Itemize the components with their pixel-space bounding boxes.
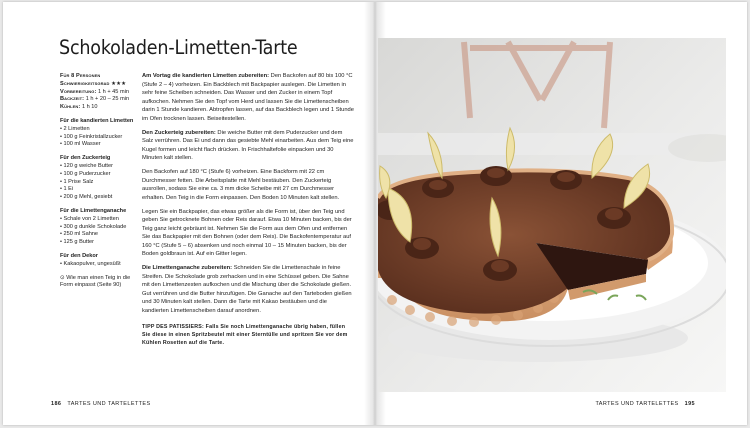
bake-time: Backzeit: 1 h + 20 – 25 min bbox=[60, 96, 130, 103]
ingredient-item: • 100 g Feinkristallzucker bbox=[60, 133, 123, 140]
ingredient-group-dough bbox=[60, 155, 134, 202]
tart-photo bbox=[378, 38, 726, 392]
ingredient-item: • 120 g weiche Butter bbox=[60, 162, 113, 169]
ingredient-item: • 300 g dunkle Schokolade bbox=[60, 223, 127, 230]
running-footer: TARTES UND TARTELETTES bbox=[67, 401, 151, 407]
ingredient-group-title: Für die Limettenganache bbox=[60, 207, 127, 214]
ingredient-group-title: Für die kandierten Limetten bbox=[60, 117, 134, 124]
method-step: Die Limettenganache zubereiten: Schneiden Sie die Limettenschale in feine Streifen. Die Schokolade grob zerhacken und in eine Schüssel geben. Die Sahne mit den Limettenzesten aufkochen und die Mischung über die Schokolade gießen. Gut verrühren und die Butter hinzufügen. Die Ganache auf den Tarteboden gießen und 30 Minuten kalt stellen. Dann die Tarte mit Kakao bestäuben und die kandierten Limettenscheiben darauf anordnen. bbox=[142, 265, 352, 314]
ingredient-item: • 250 ml Sahne bbox=[60, 231, 99, 238]
ingredient-item: • 1 Prise Salz bbox=[60, 178, 94, 185]
ingredient-item: • 200 g Mehl, gesiebt bbox=[60, 194, 113, 201]
ingredient-group-limes bbox=[60, 118, 134, 149]
pastry-chef-tip: TIPP DES PATISSIERS: Falls Sie noch Limettenganache übrig haben, füllen Sie diese in einen Spritzbeutel mit einer Sterntülle und spritzen Sie vor dem Kühlen Rosetten auf die Tarte. bbox=[142, 324, 348, 346]
servings: Für 8 Personen bbox=[60, 73, 101, 79]
page-number: 195 bbox=[684, 401, 695, 407]
cross-reference-note[interactable]: ⊙ Wie man einen Teig in die Form einpasst (Seite 90) bbox=[60, 274, 131, 289]
left-folio bbox=[51, 401, 151, 407]
ingredient-item: • 100 g Puderzucker bbox=[60, 170, 111, 177]
difficulty: Schwierigkeitsgrad ★★★ bbox=[60, 80, 127, 87]
ingredient-item: • Schale von 2 Limetten bbox=[60, 215, 119, 222]
ingredient-group-ganache bbox=[60, 208, 134, 247]
chill-time: Kühlen: 1 h 10 bbox=[60, 104, 98, 111]
ingredient-group-title: Für den Zuckerteig bbox=[60, 155, 111, 162]
right-folio bbox=[595, 401, 695, 407]
ingredient-item: • 1 Ei bbox=[60, 186, 74, 193]
recipe-title: Schokoladen-Limetten-Tarte bbox=[59, 36, 298, 59]
ingredient-item: • 125 g Butter bbox=[60, 239, 94, 246]
prep-time: Vorbereitung: 1 h + 45 min bbox=[60, 88, 129, 95]
left-page bbox=[3, 2, 375, 425]
ingredients-column bbox=[60, 73, 134, 290]
ingredient-item: • 2 Limetten bbox=[60, 125, 90, 132]
ingredient-item: • Kakaopulver, ungesüßt bbox=[60, 260, 121, 267]
method-step: Den Backofen auf 180 °C (Stufe 6) vorheizen. Eine Backform mit 22 cm Durchmesser fetten. Die Arbeitsplatte mit Mehl bestäuben. Den Zuckerteig ausrollen, sodass Sie eine ca. 3 mm dicke Scheibe mit 27 cm Durchmesser erhalten. Den Teig in die Form einpassen. Den Boden 10 Minuten kalt stellen. bbox=[142, 169, 340, 201]
tart-illustration bbox=[378, 38, 726, 392]
book-spread bbox=[3, 2, 747, 425]
method-step: Den Zuckerteig zubereiten: Die weiche Butter mit dem Puderzucker und dem Salz verrühren. Das Ei und dann das gesiebte Mehl einarbeiten. Aus dem Teig eine Kugel formen und leicht flach drücken. In Frischhaltefolie einpacken und 30 Minuten kalt stellen. bbox=[142, 129, 354, 162]
page-number: 186 bbox=[51, 401, 62, 407]
ingredient-group-title: Für den Dekor bbox=[60, 252, 98, 259]
method-step: Am Vortag die kandierten Limetten zubereiten: Den Backofen auf 80 bis 100 °C (Stufe 2 – 4) vorheizen. Ein Backblech mit Backpapier auslegen. Die Limetten in sehr feine Scheiben schneiden. Das Wasser und den Zucker in einem Topf aufkochen. Nehmen Sie den Topf vom Herd und lassen Sie die Limettenscheiben darin 1 Stunde kandieren. Abtropfen lassen, auf das Backblech legen und 1 Stunde im Ofen trocknen lassen. Beiseitestellen. bbox=[142, 73, 354, 122]
running-footer: TARTES UND TARTELETTES bbox=[595, 401, 679, 407]
ingredient-group-decor bbox=[60, 253, 134, 269]
ingredient-item: • 100 ml Wasser bbox=[60, 141, 101, 148]
method-step: Legen Sie ein Backpapier, das etwas größer als die Form ist, über den Teig und geben Sie getrocknete Bohnen oder Reis darauf. Etwa 10 Minuten backen, bis der Teig ganz leicht gebräunt ist. Nehmen Sie die Form aus dem Ofen und entfernen Sie das Backpapier mit den Bohnen (oder dem Reis). Die Backofentemperatur auf 160 °C (Stufe 5 – 6) absenken und noch einmal 10 – 15 Minuten backen, bis der Boden goldbraun ist. Auf ein Gitter legen. bbox=[142, 208, 352, 258]
method-column bbox=[142, 72, 354, 352]
